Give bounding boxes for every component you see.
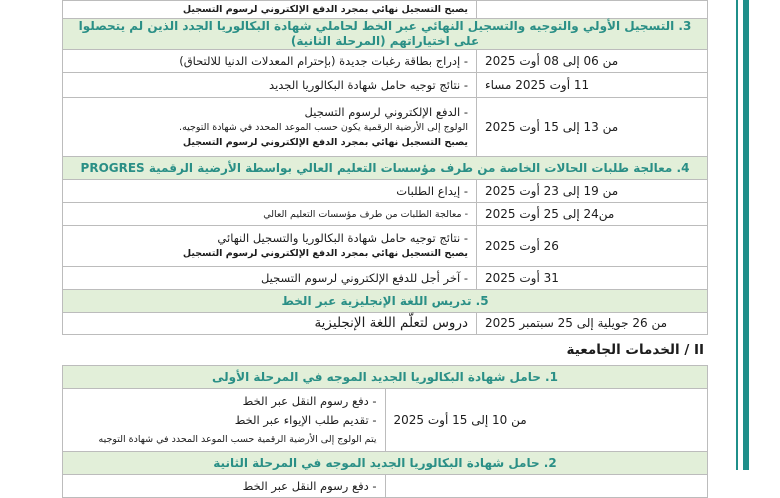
table-row (63, 98, 708, 157)
desc-cell: - إدراج بطاقة رغبات جديدة (بإحترام المعدلات الدنيا للالتحاق) (63, 50, 477, 73)
section-title: 2. حامل شهادة البكالوريا الجديد الموجه في المرحلة الثانية (63, 452, 708, 475)
date-cell: من 19 إلى 23 أوت 2025 (477, 180, 708, 203)
section-title: 3. التسجيل الأولي والتوجيه والتسجيل النهائي عبر الخط لحاملي شهادة البكالوريا الجدد الذين لم يتحصلوا على اختياراتهم (المرحلة الثانية) (63, 19, 708, 50)
date-cell (477, 1, 708, 19)
section-title: 1. حامل شهادة البكالوريا الجديد الموجه في المرحلة الأولى (63, 366, 708, 389)
page-border-bar (743, 0, 749, 470)
desc-cell (63, 389, 386, 452)
schedule-table-part1 (62, 0, 708, 335)
table-row (63, 203, 708, 226)
schedule-table-part2 (62, 365, 708, 498)
desc-cell (63, 1, 477, 19)
row-line: - دفع رسوم النقل عبر الخط (242, 393, 377, 408)
date-cell: من24 إلى 25 أوت 2025 (477, 203, 708, 226)
date-cell: 11 أوت 2025 مساء (477, 73, 708, 98)
date-cell: من 26 جويلية إلى 25 سبتمبر 2025 (477, 313, 708, 335)
desc-cell (63, 98, 477, 157)
section-header-services-1 (63, 366, 708, 389)
table-row (63, 50, 708, 73)
note-text: يصبح التسجيل نهائي بمجرد الدفع الإلكتروني لرسوم التسجيل (182, 4, 468, 15)
table-row (63, 389, 708, 452)
table-row (63, 313, 708, 335)
desc-cell (63, 203, 477, 226)
desc-cell: - نتائج توجيه حامل شهادة البكالوريا الجديد (63, 73, 477, 98)
section-header-3 (63, 19, 708, 50)
page-border-thin (736, 0, 738, 470)
date-cell (385, 475, 708, 498)
section-header-4 (63, 157, 708, 180)
desc-cell: دروس لتعلّم اللغة الإنجليزية (63, 313, 477, 335)
section-title: 4. معالجة طلبات الحالات الخاصة من طرف مؤسسات التعليم العالي بواسطة الأرضية الرقمية PROGRES (63, 157, 708, 180)
date-cell: من 13 إلى 15 أوت 2025 (477, 98, 708, 157)
table-row (63, 267, 708, 290)
row-line: يصبح التسجيل نهائي بمجرد الدفع الإلكتروني لرسوم التسجيل (182, 248, 468, 259)
row-line: يصبح التسجيل نهائي بمجرد الدفع الإلكتروني لرسوم التسجيل (182, 136, 468, 148)
document-page (62, 0, 708, 498)
section-header-5 (63, 290, 708, 313)
section-header-services-2 (63, 452, 708, 475)
date-cell: من 06 إلى 08 أوت 2025 (477, 50, 708, 73)
table-row (63, 226, 708, 267)
date-cell: 31 أوت 2025 (477, 267, 708, 290)
desc-cell: - آخر أجل للدفع الإلكتروني لرسوم التسجيل (63, 267, 477, 290)
row-text: - معالجة الطلبات من طرف مؤسسات التعليم العالي (263, 209, 468, 220)
row-line: - الدفع الإلكتروني لرسوم التسجيل (304, 104, 468, 119)
table-row (63, 73, 708, 98)
desc-cell (63, 226, 477, 267)
table-row (63, 180, 708, 203)
row-line: - نتائج توجيه حامل شهادة البكالوريا والتسجيل النهائي (217, 231, 468, 245)
section-title: 5. تدريس اللغة الإنجليزية عبر الخط (63, 290, 708, 313)
date-cell: 26 أوت 2025 (477, 226, 708, 267)
part2-heading: II / الخدمات الجامعية (566, 342, 704, 358)
row-line: - تقديم طلب الإيواء عبر الخط (234, 412, 377, 427)
desc-cell: - دفع رسوم النقل عبر الخط (63, 475, 386, 498)
table-row (63, 1, 708, 19)
row-line: يتم الولوج إلى الأرضية الرقمية حسب الموعد المحدد في شهادة التوجيه (98, 433, 377, 445)
table-row (63, 475, 708, 498)
row-line: الولوج إلى الأرضية الرقمية يكون حسب الموعد المحدد في شهادة التوجيه. (179, 121, 468, 133)
date-cell: من 10 إلى 15 أوت 2025 (385, 389, 708, 452)
desc-cell: - إيداع الطلبات (63, 180, 477, 203)
